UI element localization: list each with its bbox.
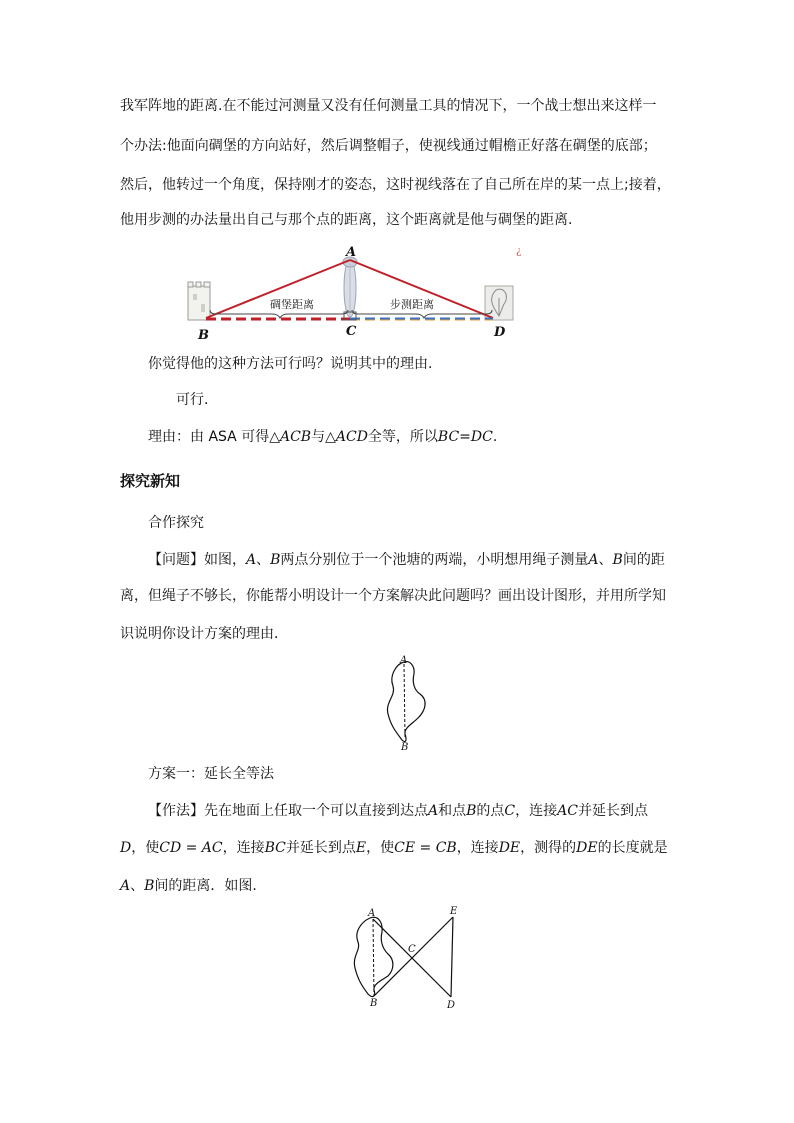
segment-DE: [451, 917, 453, 997]
method-text: 并延长到点: [285, 840, 356, 856]
label-A: A: [368, 908, 376, 919]
soldier-measurement-figure: [170, 238, 530, 342]
label-B: B: [198, 328, 209, 342]
method-text: ，连接: [456, 840, 499, 856]
segment-AC: AC: [557, 803, 578, 819]
point-B: B: [612, 552, 623, 568]
point-A: A: [428, 803, 439, 819]
segment-BC: BC: [264, 840, 286, 856]
point-D: D: [120, 840, 132, 856]
story-line-3: 然后，他转过一个角度，保持刚才的姿态，这时视线落在了自己所在岸的某一点上;接着，: [120, 177, 671, 193]
label-A: A: [400, 655, 408, 666]
point-A: A: [588, 552, 599, 568]
method-text: ，连接: [222, 840, 265, 856]
method-line-2: [120, 838, 668, 858]
problem-text: 如图，: [204, 552, 246, 568]
point-B: B: [466, 803, 477, 819]
subsection-title: 合作探究: [148, 515, 204, 531]
stray-mark: ¿: [516, 246, 522, 257]
tree-icon: [485, 286, 513, 320]
reason-prefix: 理由：由 ASA 可得△: [148, 429, 280, 445]
pond-diagonal-AB: [404, 664, 405, 738]
point-B: B: [270, 552, 281, 568]
problem-line-1: [148, 550, 665, 570]
separator: 、: [130, 878, 145, 894]
separator: 、: [256, 552, 271, 568]
point-E: E: [355, 840, 367, 856]
method-line-1: [148, 801, 648, 821]
question-text: 你觉得他的这种方法可行吗？说明其中的理由.: [148, 356, 433, 372]
equation-CE-CB: CE = CB: [394, 840, 457, 856]
point-B: B: [144, 878, 155, 894]
story-line-1: 我军阵地的距离.在不能过河测量又没有任何测量工具的情况下，一个战士想出来这样一: [120, 98, 657, 114]
label-C: C: [408, 944, 416, 955]
reason-mid: 与△: [311, 429, 336, 445]
equation-CD-AC: CD = AC: [159, 840, 223, 856]
answer-text: 可行.: [176, 392, 209, 408]
story-line-4: 他用步测的办法量出自己与那个点的距离，这个距离就是他与碉堡的距离.: [120, 212, 573, 228]
reason-eq: BC=DC: [437, 429, 493, 445]
segment-BE: [374, 917, 453, 996]
method-text: 和点: [438, 803, 467, 819]
problem-line-3: 识说明你设计方案的理由．: [120, 626, 288, 642]
label-paced-distance: 步测距离: [390, 298, 434, 311]
brace-right: [352, 310, 492, 318]
section-title: 探究新知: [120, 472, 181, 490]
segment-DE: DE: [576, 840, 598, 856]
method-text: 间的距离．如图.: [154, 878, 257, 894]
brace-left: [210, 310, 348, 318]
problem-tag: 【问题】: [148, 552, 204, 568]
label-D: D: [494, 325, 506, 340]
label-B: B: [370, 998, 378, 1009]
reason-tri2: ACD: [335, 429, 368, 445]
method-text: ，使: [131, 840, 160, 856]
label-B: B: [401, 742, 409, 753]
problem-text: 间的距: [622, 552, 665, 568]
method-text: ，使: [366, 840, 395, 856]
point-A: A: [120, 878, 131, 894]
method-text: 的点: [476, 803, 505, 819]
label-A: A: [346, 245, 357, 260]
problem-text: 两点分别位于一个池塘的两端，小明想用绳子测量: [280, 552, 589, 568]
bunker-icon: [188, 282, 210, 320]
point-A: A: [246, 552, 257, 568]
method-text: ，连接: [515, 803, 558, 819]
segment-DE: DE: [498, 840, 521, 856]
soldier-icon: [343, 257, 357, 318]
label-D: D: [447, 1000, 456, 1011]
point-C: C: [504, 803, 516, 819]
story-line-2: 个办法:他面向碉堡的方向站好，然后调整帽子，使视线通过帽檐正好落在碉堡的底部；: [120, 138, 657, 154]
reason-tri1: ACB: [279, 429, 312, 445]
separator: 、: [598, 552, 613, 568]
plan-one-title: 方案一：延长全等法: [148, 766, 274, 782]
reason-line: [148, 427, 497, 447]
method-text: ，测得的: [520, 840, 577, 856]
pond-figure: [376, 652, 440, 754]
method-text: 先在地面上任取一个可以直接到达点: [204, 803, 428, 819]
reason-end: .: [492, 429, 498, 445]
dashed-AB: [373, 919, 374, 996]
problem-line-2: 离，但绳子不够长，你能帮小明设计一个方案解决此问题吗？画出设计图形，并用所学知: [120, 588, 666, 604]
construction-figure: [346, 904, 466, 1014]
pond-outline: [387, 662, 425, 742]
method-line-3: [120, 876, 257, 896]
label-E: E: [450, 906, 458, 917]
reason-suffix: 全等，所以: [367, 429, 438, 445]
method-text: 并延长到点: [577, 803, 648, 819]
label-bunker-distance: 碉堡距离: [270, 298, 314, 311]
method-text: 的长度就是: [597, 840, 668, 856]
method-tag: 【作法】: [148, 803, 204, 819]
label-C: C: [346, 324, 357, 339]
